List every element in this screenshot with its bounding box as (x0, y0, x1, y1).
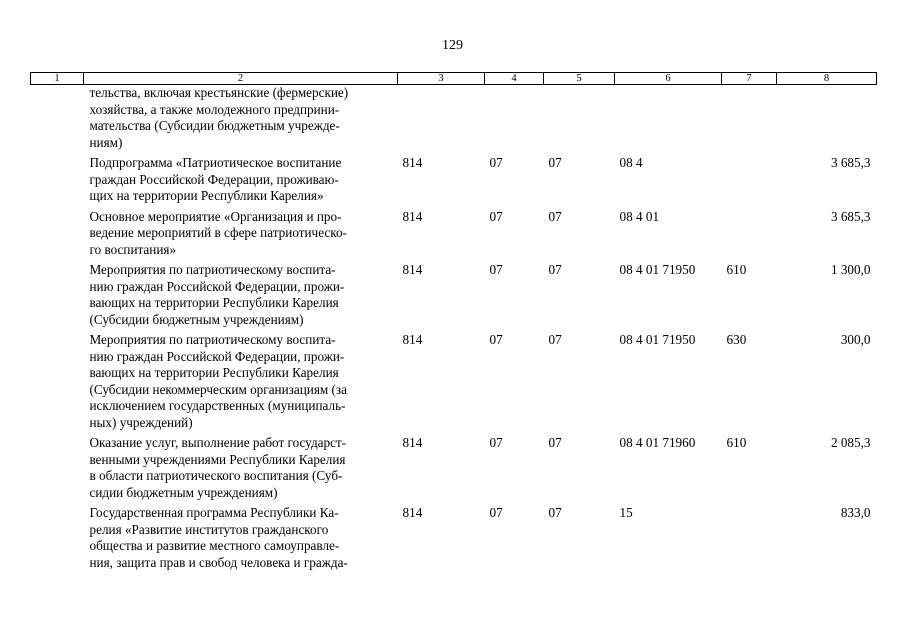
table-row (31, 209, 877, 263)
expense-name-line: щих на территории Республики Карелия» (89, 188, 324, 203)
expense-name-line: Основное мероприятие «Организация и про- (89, 208, 342, 224)
section-code-cell: 07 (489, 262, 503, 277)
amount-cell: 1 300,0 (830, 262, 871, 277)
section-code-cell: 07 (489, 208, 503, 224)
target-article-cell: 08 4 01 71960 (619, 435, 696, 450)
expense-name-line: нию граждан Российской Федерации, прожи- (89, 278, 345, 294)
row-index-cell (31, 209, 84, 263)
row-index-cell (31, 262, 84, 332)
expense-name-line: исключением государственных (муниципаль- (89, 398, 346, 413)
table-body (31, 85, 877, 576)
column-number-1: 1 (31, 73, 84, 85)
expense-name-cell (84, 262, 398, 332)
expense-name-line: ниям) (89, 134, 123, 150)
budget-table (30, 72, 877, 575)
ministry-code-cell (398, 85, 485, 156)
section-code-cell: 07 (489, 435, 503, 450)
expense-name-line: Оказание услуг, выполнение работ государст- (89, 435, 347, 450)
subsection-code-cell: 07 (548, 332, 562, 347)
table-row (31, 155, 877, 209)
amount-cell: 3 685,3 (830, 208, 871, 224)
target-article-cell: 08 4 01 (619, 208, 660, 224)
target-article-cell: 08 4 (619, 155, 643, 170)
column-number-4: 4 (485, 73, 544, 85)
row-index-cell (31, 435, 84, 505)
ministry-code-cell: 814 (402, 505, 423, 520)
expense-name-line: граждан Российской Федерации, проживаю- (89, 171, 339, 187)
expense-name-cell (84, 435, 398, 505)
subsection-code-cell: 07 (548, 435, 562, 450)
expense-name-line: вающих на территории Республики Карелия (89, 365, 339, 380)
target-article-cell: 15 (619, 505, 633, 520)
amount-cell (777, 85, 877, 156)
expense-name-cell (84, 505, 398, 575)
expense-name-line: вающих на территории Республики Карелия (89, 295, 339, 310)
subsection-code-cell (544, 85, 615, 156)
expense-name-line: Подпрограмма «Патриотическое воспитание (89, 155, 342, 170)
column-number-5: 5 (544, 73, 615, 85)
section-code-cell (485, 85, 544, 156)
subsection-code-cell: 07 (548, 155, 562, 170)
target-article-cell (615, 85, 722, 156)
expense-name-line: релия «Развитие институтов гражданского (89, 521, 329, 537)
expense-name-cell (84, 155, 398, 209)
ministry-code-cell: 814 (402, 262, 423, 277)
expense-name-line: ведение мероприятий в сфере патриотическо- (89, 225, 347, 240)
row-index-cell (31, 85, 84, 156)
subsection-code-cell: 07 (548, 262, 562, 277)
expense-name-line: в области патриотического воспитания (Суб- (89, 468, 343, 483)
amount-cell: 2 085,3 (830, 435, 871, 450)
column-number-3: 3 (398, 73, 485, 85)
table-row (31, 332, 877, 435)
column-number-row (31, 73, 877, 85)
subsection-code-cell: 07 (548, 505, 562, 520)
expense-type-cell (722, 85, 777, 156)
expense-name-line: ния, защита прав и свобод человека и гражда- (89, 554, 348, 570)
ministry-code-cell: 814 (402, 332, 423, 347)
expense-name-line: сидии бюджетным учреждениям) (89, 484, 278, 500)
expense-type-cell (722, 155, 777, 209)
column-number-7: 7 (722, 73, 777, 85)
expense-name-line: общества и развитие местного самоуправле- (89, 538, 340, 553)
expense-name-line: (Субсидии некоммерческим организациям (за (89, 381, 347, 397)
ministry-code-cell: 814 (402, 208, 423, 224)
expense-name-cell (84, 332, 398, 435)
expense-name-cell (84, 85, 398, 156)
expense-name-line: Мероприятия по патриотическому воспита- (89, 332, 336, 347)
expense-name-line: нию граждан Российской Федерации, прожи- (89, 348, 345, 364)
expense-name-line: венными учреждениями Республики Карелия (89, 451, 346, 467)
expense-name-line: Мероприятия по патриотическому воспита- (89, 262, 336, 277)
expense-name-line: ных) учреждений) (89, 414, 193, 430)
subsection-code-cell: 07 (548, 208, 562, 224)
row-index-cell (31, 332, 84, 435)
column-number-8: 8 (777, 73, 877, 85)
table-row (31, 505, 877, 575)
expense-name-line: го воспитания» (89, 241, 177, 257)
section-code-cell: 07 (489, 155, 503, 170)
expense-name-line: (Субсидии бюджетным учреждениям) (89, 311, 304, 327)
expense-type-cell: 610 (726, 435, 747, 450)
expense-name-line: хозяйства, а также молодежного предприни- (89, 101, 340, 117)
expense-type-cell (722, 505, 777, 575)
column-number-6: 6 (615, 73, 722, 85)
column-number-2: 2 (84, 73, 398, 85)
expense-name-line: Государственная программа Республики Ка- (89, 505, 339, 520)
amount-cell: 3 685,3 (830, 155, 871, 170)
row-index-cell (31, 155, 84, 209)
target-article-cell: 08 4 01 71950 (619, 262, 696, 277)
page-number: 129 (442, 38, 463, 53)
amount-cell: 833,0 (840, 505, 871, 520)
table-header (31, 73, 877, 85)
expense-name-line: мательства (Субсидии бюджетным учрежде- (89, 118, 340, 133)
target-article-cell: 08 4 01 71950 (619, 332, 696, 347)
section-code-cell: 07 (489, 332, 503, 347)
section-code-cell: 07 (489, 505, 503, 520)
expense-type-cell: 630 (726, 332, 747, 347)
table-row (31, 262, 877, 332)
table-row (31, 85, 877, 156)
row-index-cell (31, 505, 84, 575)
ministry-code-cell: 814 (402, 155, 423, 170)
expense-name-line: тельства, включая крестьянские (фермерские) (89, 85, 349, 100)
ministry-code-cell: 814 (402, 435, 423, 450)
amount-cell: 300,0 (840, 332, 871, 347)
expense-type-cell (722, 209, 777, 263)
expense-name-cell (84, 209, 398, 263)
table-row (31, 435, 877, 505)
expense-type-cell: 610 (726, 262, 747, 277)
